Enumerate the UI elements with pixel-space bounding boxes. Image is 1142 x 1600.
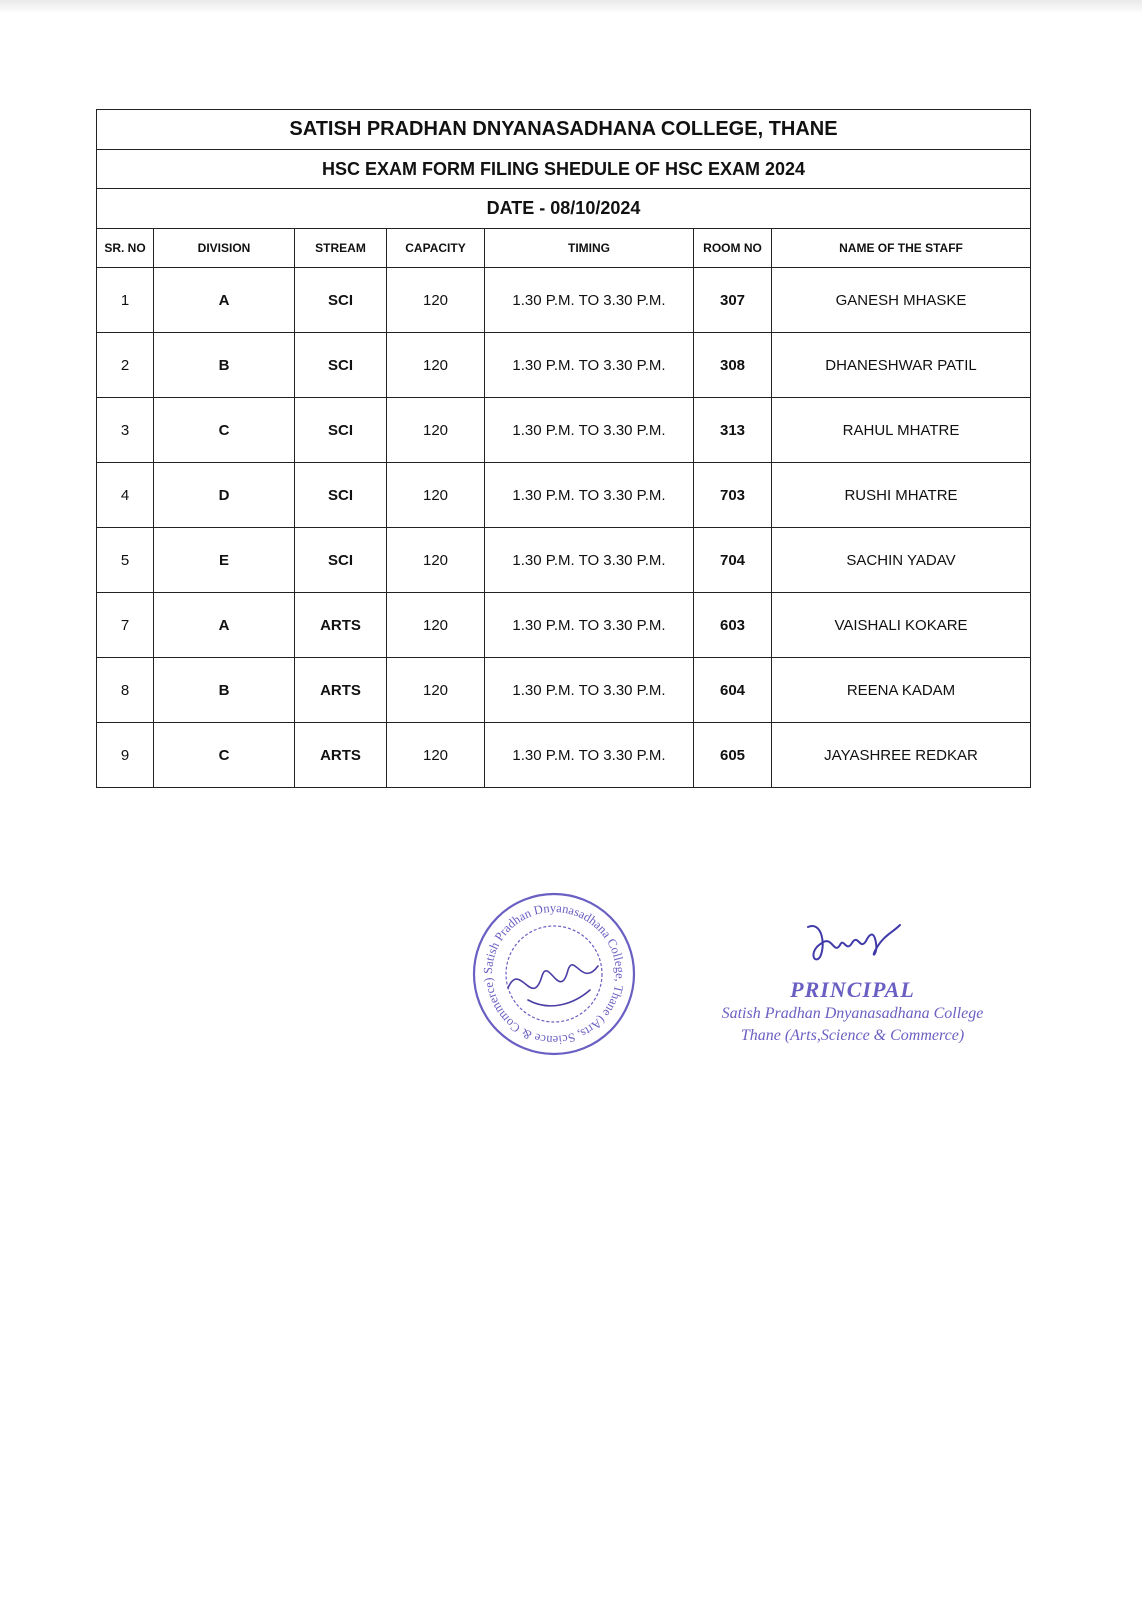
cell-stream: SCI [295, 463, 387, 528]
cell-division: C [154, 723, 295, 788]
header-division: DIVISION [154, 229, 295, 268]
cell-stream: SCI [295, 333, 387, 398]
college-seal-icon [470, 890, 638, 1058]
principal-location-line: Thane (Arts,Science & Commerce) [740, 1027, 965, 1044]
cell-capacity: 120 [387, 528, 485, 593]
subtitle-row [97, 150, 1031, 189]
cell-timing: 1.30 P.M. TO 3.30 P.M. [485, 398, 694, 463]
header-staff: NAME OF THE STAFF [772, 229, 1031, 268]
cell-stream: ARTS [295, 723, 387, 788]
cell-sr-no: 3 [97, 398, 154, 463]
header-timing: TIMING [485, 229, 694, 268]
table-row [97, 528, 1031, 593]
table-row [97, 333, 1031, 398]
cell-timing: 1.30 P.M. TO 3.30 P.M. [485, 723, 694, 788]
header-row [97, 229, 1031, 268]
cell-division: A [154, 268, 295, 333]
seal-ring-text: Satish Pradhan Dnyanasadhana College, Thane (Arts, Science & Commerce) [480, 900, 628, 1048]
cell-division: A [154, 593, 295, 658]
signature-icon [800, 915, 910, 970]
cell-room-no: 313 [694, 398, 772, 463]
cell-timing: 1.30 P.M. TO 3.30 P.M. [485, 658, 694, 723]
cell-stream: SCI [295, 398, 387, 463]
table-row [97, 593, 1031, 658]
cell-timing: 1.30 P.M. TO 3.30 P.M. [485, 268, 694, 333]
table-row [97, 398, 1031, 463]
cell-sr-no: 9 [97, 723, 154, 788]
cell-timing: 1.30 P.M. TO 3.30 P.M. [485, 593, 694, 658]
header-stream: STREAM [295, 229, 387, 268]
cell-staff: RUSHI MHATRE [772, 463, 1031, 528]
cell-staff: RAHUL MHATRE [772, 398, 1031, 463]
schedule-table [96, 109, 1031, 788]
cell-sr-no: 5 [97, 528, 154, 593]
cell-sr-no: 7 [97, 593, 154, 658]
cell-room-no: 605 [694, 723, 772, 788]
date-row [97, 189, 1031, 229]
cell-timing: 1.30 P.M. TO 3.30 P.M. [485, 333, 694, 398]
cell-capacity: 120 [387, 333, 485, 398]
cell-capacity: 120 [387, 723, 485, 788]
table-row [97, 268, 1031, 333]
cell-staff: SACHIN YADAV [772, 528, 1031, 593]
header-room-no: ROOM NO [694, 229, 772, 268]
cell-room-no: 307 [694, 268, 772, 333]
schedule-subtitle: HSC EXAM FORM FILING SHEDULE OF HSC EXAM 2024 [97, 150, 1031, 189]
cell-division: C [154, 398, 295, 463]
cell-room-no: 703 [694, 463, 772, 528]
cell-capacity: 120 [387, 593, 485, 658]
cell-staff: JAYASHREE REDKAR [772, 723, 1031, 788]
table-row [97, 723, 1031, 788]
cell-room-no: 604 [694, 658, 772, 723]
cell-staff: VAISHALI KOKARE [772, 593, 1031, 658]
cell-room-no: 704 [694, 528, 772, 593]
cell-stream: ARTS [295, 593, 387, 658]
cell-room-no: 308 [694, 333, 772, 398]
cell-sr-no: 4 [97, 463, 154, 528]
scan-edge-shadow [0, 0, 1142, 14]
cell-stream: SCI [295, 268, 387, 333]
cell-capacity: 120 [387, 463, 485, 528]
cell-sr-no: 1 [97, 268, 154, 333]
cell-division: D [154, 463, 295, 528]
table-row [97, 463, 1031, 528]
college-name: SATISH PRADHAN DNYANASADHANA COLLEGE, THANE [97, 110, 1031, 150]
table-row [97, 658, 1031, 723]
cell-division: B [154, 658, 295, 723]
principal-signature-block [680, 915, 1040, 1055]
cell-staff: REENA KADAM [772, 658, 1031, 723]
cell-capacity: 120 [387, 398, 485, 463]
header-sr-no: SR. NO [97, 229, 154, 268]
title-row [97, 110, 1031, 150]
cell-staff: DHANESHWAR PATIL [772, 333, 1031, 398]
cell-sr-no: 8 [97, 658, 154, 723]
header-capacity: CAPACITY [387, 229, 485, 268]
cell-stream: SCI [295, 528, 387, 593]
cell-division: E [154, 528, 295, 593]
cell-sr-no: 2 [97, 333, 154, 398]
principal-college-line: Satish Pradhan Dnyanasadhana College [721, 1005, 984, 1022]
schedule-date: DATE - 08/10/2024 [97, 189, 1031, 229]
cell-timing: 1.30 P.M. TO 3.30 P.M. [485, 463, 694, 528]
cell-timing: 1.30 P.M. TO 3.30 P.M. [485, 528, 694, 593]
cell-stream: ARTS [295, 658, 387, 723]
seal-signature-stroke [508, 965, 598, 1006]
cell-capacity: 120 [387, 658, 485, 723]
cell-capacity: 120 [387, 268, 485, 333]
cell-division: B [154, 333, 295, 398]
cell-staff: GANESH MHASKE [772, 268, 1031, 333]
principal-title: PRINCIPAL [790, 977, 915, 1002]
cell-room-no: 603 [694, 593, 772, 658]
